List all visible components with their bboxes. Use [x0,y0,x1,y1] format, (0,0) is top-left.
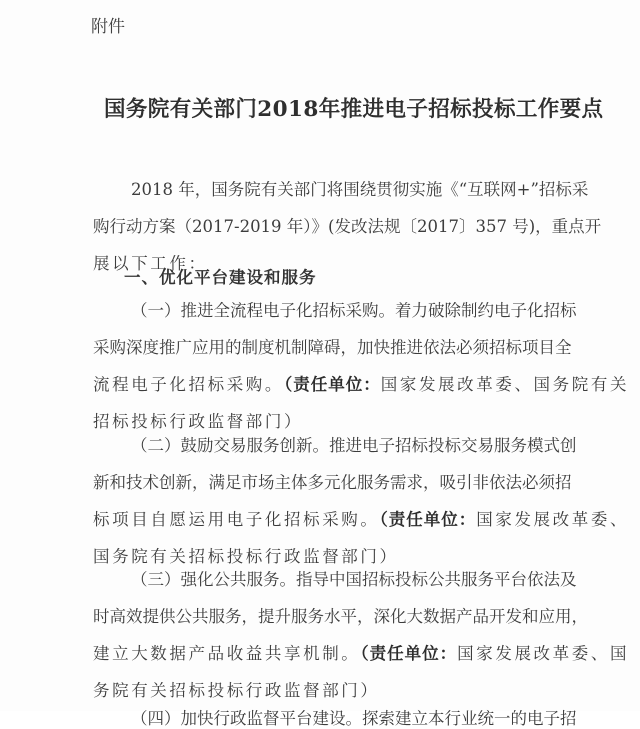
item-3-responsibility-label: （责任单位： [360,644,458,663]
item-1-line-2: 采购深度推广应用的制度机制障碍，加快推进依法必须招标项目全 [93,338,572,357]
item-1-responsibility-units: 国家发展改革委、国务院有关 [380,375,630,394]
document-title: 国务院有关部门2018年推进电子招标投标工作要点 [104,97,604,122]
item-1-text: 流程电子化招标采购。 [93,375,284,394]
section-heading: 一、优化平台建设和服务 [124,268,317,287]
item-2-line-3 [93,506,629,530]
item-3-text: 建立大数据产品收益共享机制。 [93,644,361,663]
intro-line-2: 购行动方案（2017-2019 年）》(发改法规〔2017〕357 号)，重点开 [93,217,602,236]
intro-line-3: 展以下工作： [93,254,208,273]
item-1-line-4: 招标投标行政监督部门） [93,412,304,431]
item-3-line-4: 务院有关招标投标行政监督部门） [93,681,380,700]
item-2-text: 标项目自愿运用电子化招标采购。 [93,510,380,529]
item-4-line-1: （四）加快行政监督平台建设。探索建立本行业统一的电子招 [131,709,577,728]
item-2-responsibility-units: 国家发展改革委、 [476,510,630,529]
item-2-line-1: （二）鼓励交易服务创新。推进电子招标投标交易服务模式创 [131,436,577,455]
item-1-line-3 [93,371,629,395]
item-3-line-3 [93,640,629,664]
intro-line-1: 2018 年，国务院有关部门将围绕贯彻实施《“互联网+”招标采 [131,180,589,199]
item-2-line-4: 国务院有关招标投标行政监督部门） [93,547,399,566]
item-2-responsibility-label: （责任单位： [379,510,477,529]
item-3-responsibility-units: 国家发展改革委、国 [457,644,630,663]
item-3-line-2: 时高效提供公共服务，提升服务水平，深化大数据产品开发和应用， [93,607,588,626]
item-2-line-2: 新和技术创新，满足市场主体多元化服务需求，吸引非依法必须招 [93,473,572,492]
item-1-responsibility-label: （责任单位： [284,375,381,394]
item-1-line-1: （一）推进全流程电子化招标采购。着力破除制约电子化招标 [131,301,577,320]
item-3-line-1: （三）强化公共服务。指导中国招标投标公共服务平台依法及 [131,570,577,589]
attachment-label: 附件 [91,17,125,37]
